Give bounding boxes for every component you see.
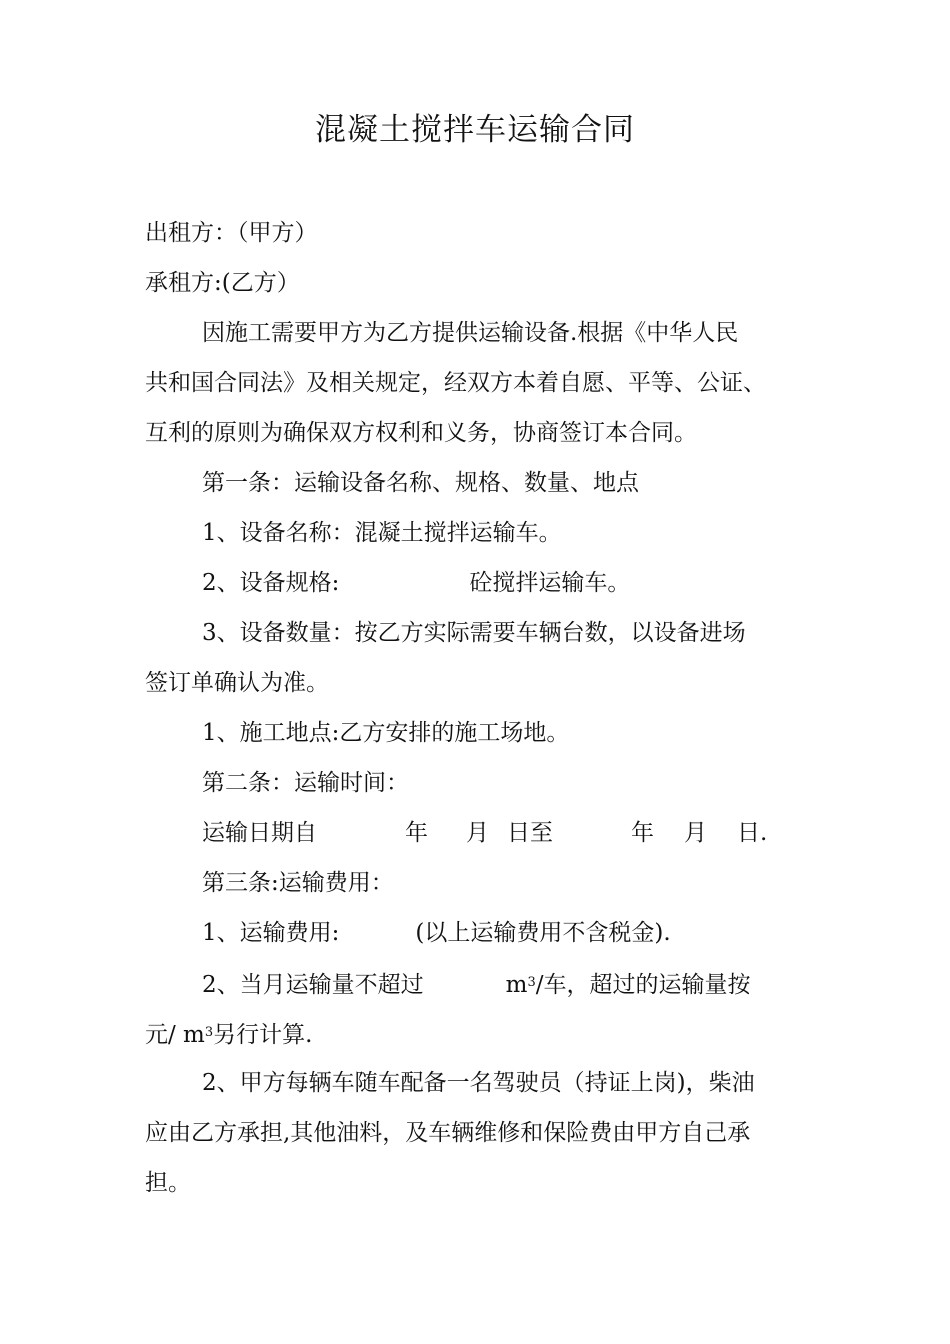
transport-fee-item [202, 918, 872, 948]
transport-date-line [202, 818, 872, 848]
fee-note: (以上运输费用不含税金). [415, 920, 671, 946]
equipment-spec-value: 砼搅拌运输车。 [469, 570, 631, 596]
lessee-line: 承租方:(乙方） [145, 270, 300, 296]
fee-label: 1、运输费用: [202, 920, 340, 946]
equipment-name-item: 1、设备名称：混凝土搅拌运输车。 [202, 520, 562, 546]
driver-clause-line-1: 2、甲方每辆车随车配备一名驾驶员（持证上岗)，柴油 [202, 1070, 755, 1096]
article-3-heading: 第三条:运输费用： [202, 870, 394, 896]
date-day-1: 日至 [507, 820, 553, 846]
date-label: 运输日期自 [202, 820, 317, 846]
date-year-1: 年 [405, 820, 428, 846]
driver-clause-line-2: 应由乙方承担,其他油料，及车辆维修和保险费由甲方自己承 [145, 1120, 751, 1146]
extra-suffix: 另行计算. [213, 1022, 313, 1048]
equipment-qty-line-2: 签订单确认为准。 [145, 670, 329, 696]
article-2-heading: 第二条：运输时间： [202, 770, 409, 796]
equipment-qty-line-1: 3、设备数量：按乙方实际需要车辆台数，以设备进场 [202, 620, 746, 646]
preamble-line-2: 共和国合同法》及相关规定，经双方本着自愿、平等、公证、 [145, 370, 766, 396]
date-year-2: 年 [631, 820, 654, 846]
volume-unit-superscript: 3 [527, 975, 536, 990]
extra-unit-superscript: 3 [204, 1025, 214, 1040]
date-month-2: 月 [684, 820, 707, 846]
lessor-line: 出租方：（甲方） [145, 220, 318, 246]
equipment-spec-item [202, 568, 872, 598]
monthly-volume-line [202, 968, 872, 1000]
volume-suffix: /车，超过的运输量按 [535, 972, 751, 998]
driver-clause-line-3: 担。 [145, 1170, 191, 1196]
construction-site-item: 1、施工地点:乙方安排的施工场地。 [202, 720, 570, 746]
volume-prefix: 2、当月运输量不超过 [202, 972, 424, 998]
preamble-line-1: 因施工需要甲方为乙方提供运输设备.根据《中华人民 [202, 320, 739, 346]
equipment-spec-label: 2、设备规格: [202, 570, 340, 596]
article-1-heading: 第一条：运输设备名称、规格、数量、地点 [202, 470, 639, 496]
date-month-1: 月 [466, 820, 489, 846]
extra-volume-line [145, 1018, 815, 1050]
volume-unit: m [505, 972, 528, 998]
document-title: 混凝土搅拌车运输合同 [315, 112, 635, 148]
extra-prefix: 元/ m [145, 1022, 205, 1048]
date-day-2: 日. [737, 820, 768, 846]
preamble-line-3: 互利的原则为确保双方权利和义务，协商签订本合同。 [145, 420, 697, 446]
